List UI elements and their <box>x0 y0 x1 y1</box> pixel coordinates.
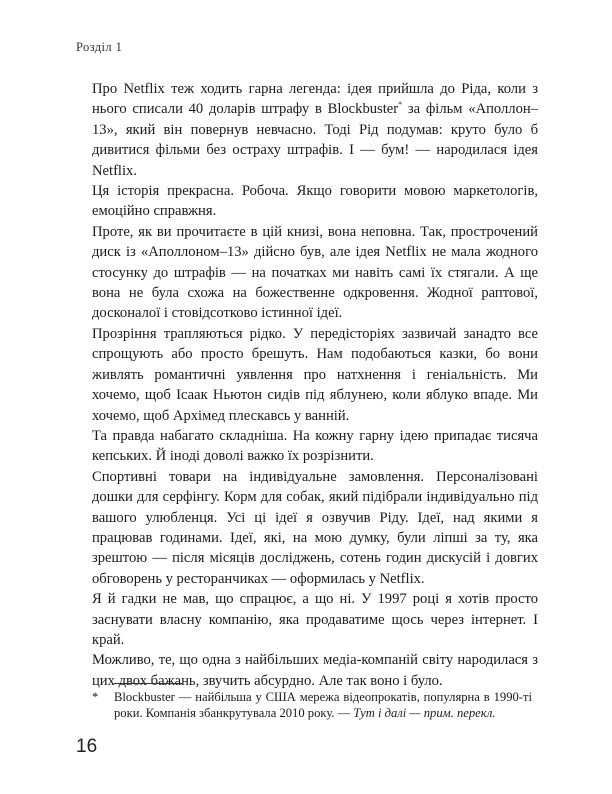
paragraph-8: Можливо, те, що одна з найбільших медіа-компаній світу народилася з цих двох бажань, звучить абсурдно. Але так воно і було. <box>92 652 538 689</box>
page-number: 16 <box>76 736 98 757</box>
paragraph-7: Я й гадки не мав, що спрацює, а що ні. У 1997 році я хотів просто заснувати власну компанію, яка продаватиме щось через інтернет. І край. <box>92 591 538 648</box>
paragraph-6: Спортивні товари на індивідуальне замовлення. Персоналізовані дошки для серфінгу. Корм для собак, який підібрали індивідуально під вашого улюбленця. Усі ці ідеї я озвучив Ріду. Ідеї, над якими я працював годинами. Ідеї, які, на мою думку, були ліпші за ту, яка зрештою — після місяців досліджень, сотень годин дискусій і довгих обговорень у ресторанчиках — оформилась у Netflix. <box>92 468 538 587</box>
running-head: Розділ 1 <box>76 40 123 54</box>
paragraph-1 <box>92 79 538 181</box>
footnote-divider <box>114 683 182 684</box>
body-text <box>92 79 538 691</box>
footnote-marker: * <box>398 100 403 110</box>
footnote-text: Blockbuster — найбільша у США мережа відеопрокатів, популярна в 1990-ті роки. Компанія збанкрутувала 2010 року. — <box>114 690 532 721</box>
footnote-mark: * <box>92 690 99 704</box>
paragraph-4: Прозріння трапляються рідко. У передісторіях зазвичай занадто все спрощують або просто брешуть. Нам подобаються казки, бо вони живлять романтичні уявлення про натхнення і геніальність. Ми хочемо, щоб Ісаак Ньютон сидів під яблунею, коли яблуко впаде. Ми хочемо, щоб Архімед плескавсь у ванній. <box>92 325 538 424</box>
footnote <box>92 689 532 722</box>
paragraph-5: Та правда набагато складніша. На кожну гарну ідею припадає тисяча кепських. Й іноді доволі важко їх розрізнити. <box>92 427 538 465</box>
paragraph-1-text: Про Netflix теж ходить гарна легенда: ідея прийшла до Ріда, коли з нього списали 40 доларів штрафу в Blockbuster <box>92 81 538 118</box>
paragraph-2: Ця історія прекрасна. Робоча. Якщо говорити мовою маркетологів, емоційно справжня. <box>92 183 538 220</box>
paragraph-3: Проте, як ви прочитаєте в цій книзі, вона неповна. Так, прострочений диск із «Аполлоном–13» дійсно був, але ідея Netflix не мала жодного стосунку до штрафів — на початках ми навіть самі їх стягали. А ще вона не була схожа на божественне одкровення. Жодної раптової, досконалої і стовідсотково істинної ідеї. <box>92 223 538 322</box>
footnote-italic: Тут і далі — прим. перекл. <box>353 706 496 721</box>
paragraph-1-tail: за фільм «Аполлон–13», який він повернув невчасно. Тоді Рід подумав: круто було б дивитися фільми без остраху штрафів. І — бум! — народилася ідея Netflix. <box>92 101 538 179</box>
footnote-body <box>92 689 532 722</box>
